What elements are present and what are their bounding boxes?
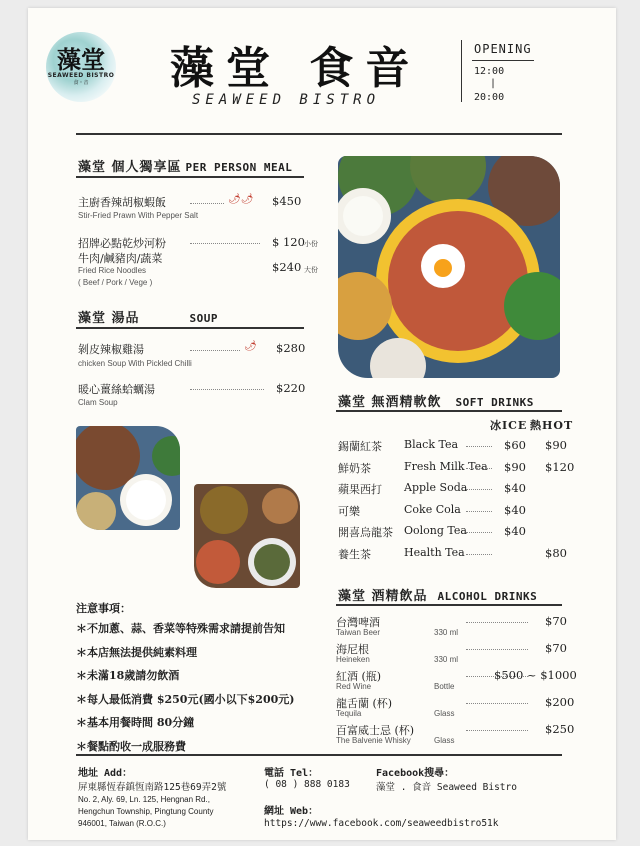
section-title-per-person <box>78 156 292 175</box>
drink-name-english: Black Tea <box>404 438 459 451</box>
drink-name: 台灣啤酒 <box>336 616 380 629</box>
opening-rule <box>472 60 534 61</box>
drink-price-hot: $120 <box>545 459 575 474</box>
drink-name-english: Heineken <box>336 655 370 664</box>
drink-name: 可樂 <box>338 504 360 518</box>
drink-name: 蘋果西打 <box>338 483 382 496</box>
note-item: ＊餐點酌收一成服務費 <box>76 739 186 753</box>
leader-dots <box>190 243 260 244</box>
logo-chars: 藻堂 <box>57 45 105 74</box>
drink-name-english: Health Tea <box>404 545 465 559</box>
logo-small: 食・音 <box>73 80 89 86</box>
drink-price-ice: $40 <box>504 524 526 538</box>
leader-dots <box>466 554 492 555</box>
section-title-en: SOUP <box>189 312 219 325</box>
leader-dots <box>466 703 528 704</box>
logo-english: SEAWEED BISTRO <box>47 72 115 79</box>
drink-unit: 330 ml <box>434 655 459 664</box>
address-en-line3: 946001, Taiwan (R.O.C.) <box>78 819 166 828</box>
drink-price: $70 <box>545 641 567 655</box>
portion-size: 小份 <box>304 241 318 248</box>
menu-item-english: Stir-Fried Prawn With Pepper Salt <box>78 211 199 220</box>
header-rule <box>76 133 562 135</box>
drink-price: $250 <box>545 722 575 736</box>
address-en-line2: Hengchun Township, Pingtung County <box>78 807 214 816</box>
drink-name: 百富威士忌 (杯) <box>336 724 415 737</box>
section-rule <box>76 176 304 178</box>
tel-label: 電話 Tel： <box>264 768 319 779</box>
drink-name-english: Taiwan Beer <box>336 628 381 637</box>
section-rule <box>336 604 562 606</box>
chili-spicy-icon: 🌶 <box>244 341 257 352</box>
section-title-soft-drinks <box>338 391 534 410</box>
note-item: ＊未滿18歲請勿飲酒 <box>76 669 180 682</box>
facebook-name: 藻堂 . 食音 Seaweed Bistro <box>376 782 517 793</box>
note-item: ＊本店無法提供純素料理 <box>76 645 197 659</box>
section-rule <box>76 327 304 329</box>
drink-price: $70 <box>545 614 567 628</box>
column-hot: 熱HOT <box>530 419 574 432</box>
drink-name: 養生茶 <box>338 547 371 561</box>
facebook-label: Facebook搜尋： <box>376 768 455 779</box>
menu-item-price: $280 <box>276 341 306 355</box>
section-title-en: ALCOHOL DRINKS <box>437 590 538 603</box>
column-ice: 冰ICE <box>490 419 528 432</box>
address-label: 地址 Add： <box>78 768 133 779</box>
menu-item-name: 招牌必點乾炒河粉 <box>78 237 166 250</box>
restaurant-title: 藻堂 食音 <box>170 43 422 94</box>
drink-unit: Glass <box>434 736 455 745</box>
section-title-zh: 藻堂 酒精飲品 <box>338 589 428 604</box>
drink-unit: Glass <box>434 709 455 718</box>
open-time: 12:00 <box>474 66 505 77</box>
drink-name-english: Apple Soda <box>404 481 468 494</box>
menu-item-name: 剝皮辣椒雞湯 <box>78 343 144 356</box>
leader-dots <box>466 511 492 512</box>
menu-item-price: $ 120 <box>272 235 305 249</box>
menu-item-name: 主廚香辣胡椒蝦飯 <box>78 196 166 209</box>
note-item: ＊基本用餐時間 80分鐘 <box>76 716 195 729</box>
drink-price-hot: $80 <box>545 545 567 560</box>
drink-price-hot: $90 <box>545 438 567 452</box>
menu-item-english-detail: ( Beef / Pork / Vege ) <box>78 278 153 287</box>
drink-name-english: Fresh Milk Tea <box>404 459 488 473</box>
leader-dots <box>190 350 240 351</box>
restaurant-title-english: SEAWEED BISTRO <box>192 92 381 108</box>
drink-name-english: Red Wine <box>336 682 372 691</box>
close-time: 20:00 <box>474 92 505 103</box>
notes-title: 注意事項： <box>76 602 131 615</box>
drink-price-ice: $40 <box>504 502 526 517</box>
chili-spicy-icon: 🌶🌶 <box>228 194 254 205</box>
drink-name-english: Coke Cola <box>404 502 461 516</box>
leader-dots <box>190 389 264 390</box>
drink-unit: Bottle <box>434 682 455 691</box>
section-title-zh: 藻堂 無酒精軟飲 <box>338 395 442 410</box>
tel-number[interactable]: ( 08 ) 888 0183 <box>264 779 350 790</box>
menu-item-english: Clam Soup <box>78 398 118 407</box>
menu-item-english: chicken Soup With Pickled Chilli <box>78 359 192 368</box>
leader-dots <box>466 489 492 490</box>
drink-name: 紅酒 (瓶) <box>336 670 382 683</box>
drink-price: $500 ~ $1000 <box>494 668 577 682</box>
drink-name: 海尼根 <box>336 643 369 656</box>
menu-item-name: 牛肉/鹹豬肉/蔬菜 <box>78 252 163 265</box>
drink-price-ice: $40 <box>504 481 526 495</box>
address-zh: 屏東縣恆春鎮恆南路125巷69弄2號 <box>78 782 227 793</box>
header-divider <box>461 40 462 102</box>
menu-item-price: $450 <box>272 194 302 208</box>
menu-item-english: Fried Rice Noodles <box>78 266 147 275</box>
leader-dots <box>466 468 492 469</box>
section-title-alcohol <box>338 585 537 604</box>
section-title-soup <box>78 307 218 326</box>
drink-name: 錫蘭紅茶 <box>338 440 382 453</box>
section-title-en: SOFT DRINKS <box>455 396 534 409</box>
section-rule <box>336 410 562 412</box>
time-separator: | <box>490 78 497 89</box>
menu-item-price: $220 <box>276 381 306 395</box>
section-title-zh: 藻堂 湯品 <box>78 311 140 326</box>
drink-price-ice: $90 <box>504 459 526 474</box>
footer-rule <box>76 754 562 756</box>
leader-dots <box>190 203 224 204</box>
leader-dots <box>466 730 528 731</box>
leader-dots <box>466 446 492 447</box>
leader-dots <box>466 532 492 533</box>
drink-unit: 330 ml <box>434 628 459 637</box>
drink-name-english: Oolong Tea <box>404 524 467 537</box>
drink-name: 開喜烏龍茶 <box>338 526 393 539</box>
food-photo-right <box>194 484 300 588</box>
drink-price: $200 <box>545 695 575 709</box>
section-title-zh: 藻堂 個人獨享區 <box>78 160 182 175</box>
web-label: 網址 Web： <box>264 806 319 817</box>
opening-label: OPENING <box>474 42 532 56</box>
leader-dots <box>466 649 528 650</box>
food-photo-main <box>338 156 560 378</box>
bistro-logo <box>46 32 116 102</box>
drink-name-english: The Balvenie Whisky <box>336 736 411 745</box>
drink-name: 龍舌蘭 (杯) <box>336 697 393 710</box>
web-link[interactable]: https://www.facebook.com/seaweedbistro51k <box>264 818 499 829</box>
menu-item-price: $240 <box>272 260 302 274</box>
address-en-line1: No. 2, Aly. 69, Ln. 125, Hengnan Rd., <box>78 795 210 804</box>
food-photo-left <box>76 426 180 530</box>
section-title-en: PER PERSON MEAL <box>185 161 293 174</box>
drink-name: 鮮奶茶 <box>338 461 371 475</box>
drink-name-english: Tequila <box>336 709 362 718</box>
menu-item-name: 暖心薑絲蛤蠣湯 <box>78 383 155 396</box>
portion-size: 大份 <box>304 267 318 274</box>
note-item: ＊不加蔥、蒜、香菜等特殊需求請提前告知 <box>76 622 285 635</box>
leader-dots <box>466 622 528 623</box>
note-item: ＊每人最低消費 $250元(國小以下$200元) <box>76 692 295 706</box>
drink-price-ice: $60 <box>504 438 526 452</box>
